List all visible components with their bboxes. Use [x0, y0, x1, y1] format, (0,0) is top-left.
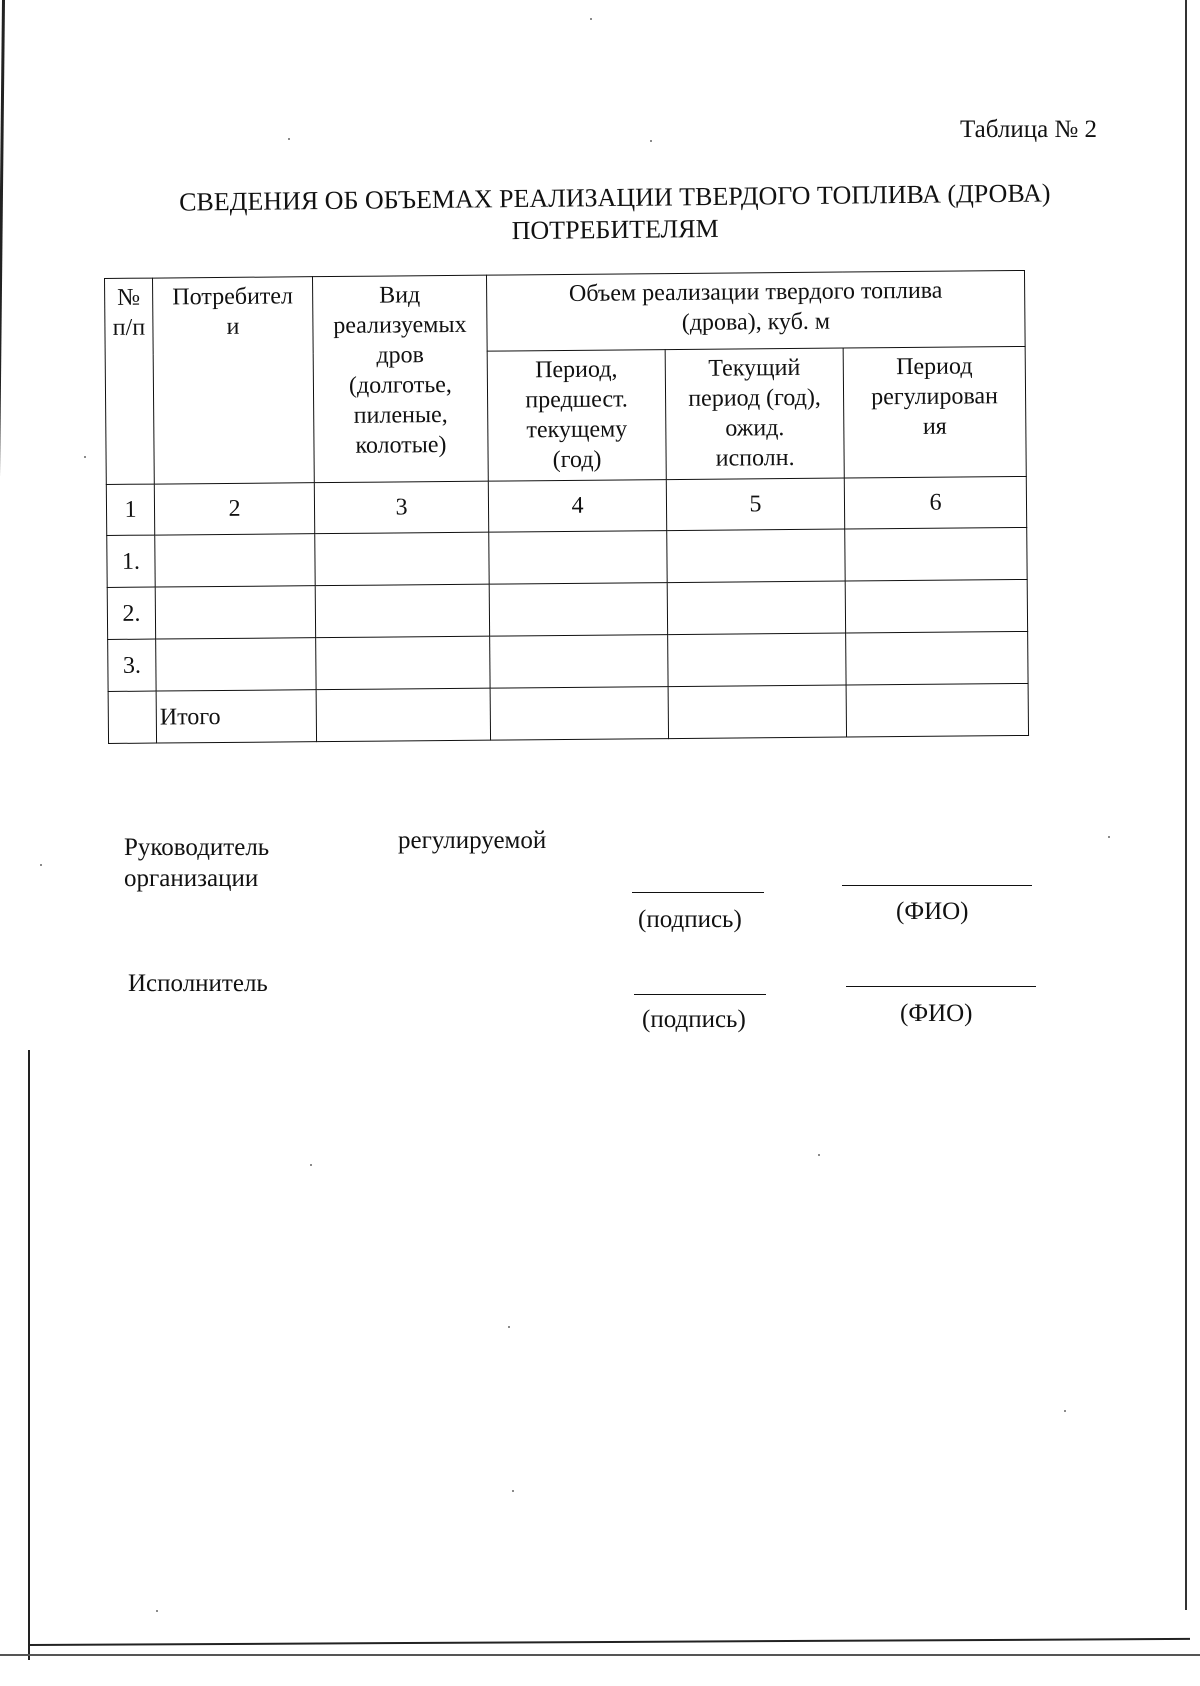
manager-name-line [842, 885, 1032, 886]
executor-name-line [846, 986, 1036, 987]
header-col-number: № п/п [105, 278, 155, 484]
header-col-regulation-period: Период регулирован ия [843, 346, 1026, 478]
column-number: 2 [154, 483, 314, 535]
scan-edge-bottom-outer [0, 1654, 1200, 1656]
volume-table [104, 270, 1029, 744]
executor-name-caption: (ФИО) [900, 1000, 973, 1027]
title-line-2: ПОТРЕБИТЕЛЯМ [511, 213, 719, 246]
scan-edge-left [0, 0, 5, 1650]
row-label [155, 534, 315, 587]
table-row-total [108, 683, 1028, 743]
table-cell [668, 685, 846, 739]
column-number: 6 [844, 476, 1026, 529]
table-row [107, 579, 1027, 639]
scan-speck [40, 864, 42, 866]
row-label [156, 638, 316, 691]
manager-name-caption: (ФИО) [896, 898, 969, 925]
header-col-previous-period: Период, предшест. текущему (год) [487, 350, 666, 482]
table-number: Таблица № 2 [960, 116, 1098, 143]
executor-signature-line [634, 994, 766, 995]
table-cell [846, 683, 1028, 737]
table-cell [667, 529, 845, 583]
table-cell [845, 579, 1027, 633]
row-label-total: Итого [156, 690, 316, 743]
table-cell [667, 581, 845, 635]
column-number-row [106, 476, 1026, 535]
scan-speck [310, 1164, 312, 1166]
data-table-wrapper [104, 270, 1028, 744]
column-number: 1 [106, 484, 154, 535]
row-number: 3. [108, 639, 156, 691]
document-title [120, 177, 1111, 251]
column-number: 4 [488, 480, 666, 533]
table-cell [316, 688, 490, 742]
scan-speck [1108, 836, 1110, 838]
header-col-wood-type: Вид реализуемых дров (долготье, пиленые, колотые) [312, 275, 488, 483]
column-number: 5 [666, 478, 844, 531]
table-cell [846, 631, 1028, 685]
table-cell [490, 635, 668, 689]
row-number: 1. [107, 535, 155, 587]
scan-edge-right [1185, 0, 1187, 1610]
table-cell [315, 584, 489, 638]
scan-edge-left-inner [28, 1050, 30, 1660]
manager-signature-line [632, 892, 764, 893]
table-cell [845, 527, 1027, 581]
table-cell [489, 583, 667, 637]
scan-speck [508, 1326, 510, 1328]
scan-speck [590, 18, 592, 20]
table-cell [316, 636, 490, 690]
title-line-1: СВЕДЕНИЯ ОБ ОБЪЕМАХ РЕАЛИЗАЦИИ ТВЕРДОГО ТОПЛИВА (ДРОВА) [178, 178, 1051, 217]
table-cell [315, 532, 489, 586]
table-cell [490, 687, 668, 741]
scan-speck [288, 138, 290, 140]
column-number: 3 [314, 481, 488, 534]
table-row [108, 631, 1028, 691]
header-col-consumer: Потребител и [153, 277, 315, 484]
header-col-current-period: Текущий период (год), ожид. исполн. [665, 348, 844, 480]
scan-speck [84, 456, 86, 458]
table-cell [489, 531, 667, 585]
manager-label: Руководитель организации [124, 834, 270, 892]
manager-signature-caption: (подпись) [638, 906, 742, 933]
table-header-row-1 [105, 270, 1026, 354]
executor-signature-caption: (подпись) [642, 1006, 746, 1033]
scan-speck [1064, 1410, 1066, 1412]
scan-speck [818, 1154, 820, 1156]
table-row [107, 527, 1027, 587]
table-cell [668, 633, 846, 687]
row-number: 2. [107, 587, 155, 639]
executor-label: Исполнитель [128, 970, 268, 997]
manager-label-regulated: регулируемой [398, 827, 547, 854]
header-group-volume: Объем реализации твердого топлива (дрова), куб. м [486, 270, 1025, 351]
scan-speck [650, 140, 652, 142]
row-number [108, 691, 156, 743]
scan-speck [156, 1610, 158, 1612]
scan-speck [512, 1490, 514, 1492]
scan-edge-bottom [30, 1638, 1190, 1646]
row-label [155, 586, 315, 639]
